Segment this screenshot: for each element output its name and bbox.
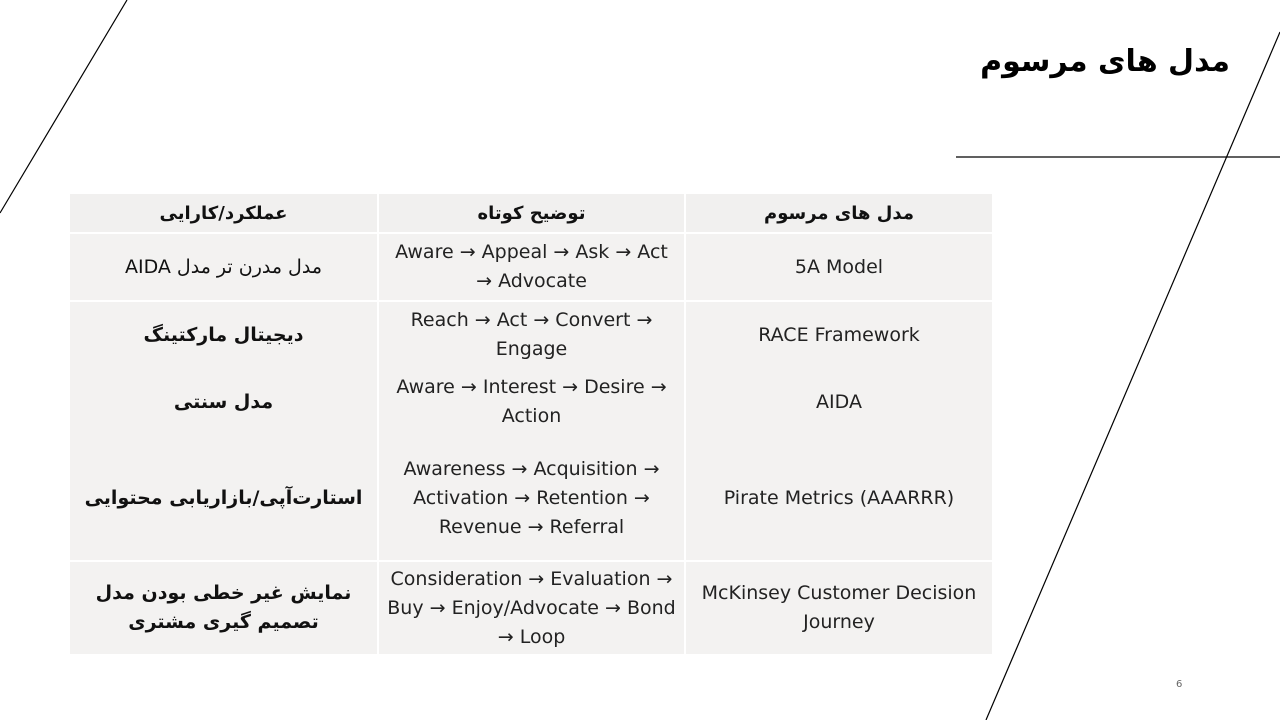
table-header-row: [70, 194, 992, 233]
header-model: مدل های مرسوم: [685, 194, 992, 233]
cell-function: استارت‌آپی/بازاریابی محتوایی: [70, 436, 378, 561]
table-row: [70, 301, 992, 368]
page-number: 6: [1176, 679, 1183, 690]
table-row: [70, 561, 992, 654]
cell-function: نمایش غیر خطی بودن مدل تصمیم گیری مشتری: [70, 561, 378, 654]
cell-description: Aware → Appeal → Ask → Act → Advocate: [378, 233, 685, 301]
slide-title: مدل های مرسوم: [980, 44, 1230, 79]
cell-description: Aware → Interest → Desire → Action: [378, 368, 685, 436]
cell-function: مدل مدرن تر مدل AIDA: [70, 233, 378, 301]
cell-model: RACE Framework: [685, 301, 992, 368]
cell-model: AIDA: [816, 390, 862, 413]
right-diagonal-line: [986, 32, 1280, 720]
header-description: توضیح کوتاه: [378, 194, 685, 233]
models-table: [70, 194, 992, 654]
top-left-diagonal-line: [0, 0, 127, 213]
cell-description: Consideration → Evaluation → Buy → Enjoy/Advocate → Bond → Loop: [378, 561, 685, 654]
cell-model: 5A Model: [685, 233, 992, 301]
table-row: [70, 233, 992, 301]
header-function: عملکرد/کارایی: [70, 194, 378, 233]
cell-function: دیجیتال مارکتینگ: [70, 301, 378, 368]
table-row: [70, 368, 992, 436]
cell-function: مدل سنتی: [70, 368, 378, 436]
cell-description: Reach → Act → Convert → Engage: [378, 301, 685, 368]
cell-model: McKinsey Customer Decision Journey: [685, 561, 992, 654]
cell-description: Awareness → Acquisition → Activation → Retention → Revenue → Referral: [378, 436, 685, 561]
cell-model: Pirate Metrics (AAARRR): [723, 486, 955, 509]
table-row: [70, 436, 992, 561]
